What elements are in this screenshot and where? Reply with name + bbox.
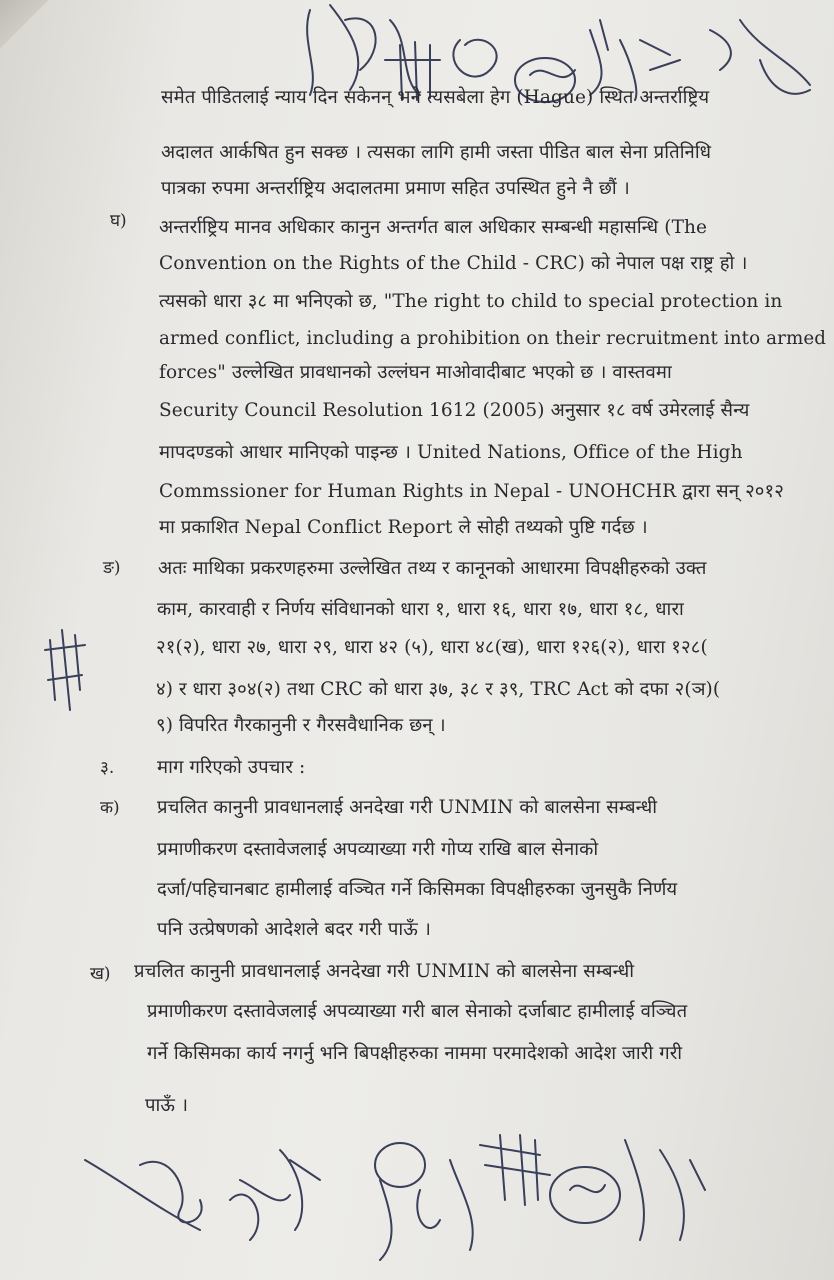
margin-signature <box>40 620 90 715</box>
para-gha-line: Commssioner for Human Rights in Nepal - UNOHCHR द्वारा सन् २०१२ <box>159 481 784 502</box>
para-kha-line: पाऊँ । <box>145 1095 189 1116</box>
para-ka-line: प्रमाणीकरण दस्तावेजलाई अपव्याख्या गरी गोप्य राखि बाल सेनाको <box>157 839 599 860</box>
para-gha-line: त्यसको धारा ३८ मा भनिएको छ, "The right to child to special protection in <box>159 291 783 312</box>
para-nga-line: काम, कारवाही र निर्णय संविधानको धारा १, धारा १६, धारा १७, धारा १८, धारा <box>157 599 684 620</box>
para-gha-marker: घ) <box>110 211 127 231</box>
para-nga-line: ४) र धारा ३०४(२) तथा CRC को धारा ३७, ३८ र ३९, TRC Act को दफा २(ञ)( <box>156 679 721 700</box>
para-gha-line: अन्तर्राष्ट्रिय मानव अधिकार कानुन अन्तर्गत बाल अधिकार सम्बन्धी महासन्धि (The <box>159 217 708 238</box>
para-gha-line: Convention on the Rights of the Child - CRC) को नेपाल पक्ष राष्ट्र हो । <box>159 253 748 274</box>
para-kha-line: प्रचलित कानुनी प्रावधानलाई अनदेखा गरी UNMIN को बालसेना सम्बन्धी <box>134 961 635 982</box>
para-ka-marker: क) <box>100 798 120 818</box>
para-nga-line: २१(२), धारा २७, धारा २९, धारा ४२ (५), धारा ४८(ख), धारा १२६(२), धारा १२८( <box>156 637 708 658</box>
section3-marker: ३. <box>100 758 115 778</box>
para-ka-line: पनि उत्प्रेषणको आदेशले बदर गरी पाऊँ । <box>157 919 431 940</box>
para-gha-line: armed conflict, including a prohibition on their recruitment into armed <box>159 328 827 349</box>
para-kha-line: प्रमाणीकरण दस्तावेजलाई अपव्याख्या गरी बाल सेनाको दर्जाबाट हामीलाई वञ्चित <box>147 1001 688 1022</box>
para-c-line: समेत पीडितलाई न्याय दिन सकेनन् भने त्यसबेला हेग (Hague) स्थित अन्तर्राष्ट्रिय <box>161 87 710 108</box>
para-ka-line: प्रचलित कानुनी प्रावधानलाई अनदेखा गरी UNMIN को बालसेना सम्बन्धी <box>157 797 658 818</box>
para-nga-line: ९) विपरित गैरकानुनी र गैरसवैधानिक छन् । <box>156 715 446 736</box>
bottom-signatures <box>80 1120 720 1270</box>
folded-corner <box>0 0 60 60</box>
para-gha-line: मा प्रकाशित Nepal Conflict Report ले सोही तथ्यको पुष्टि गर्दछ । <box>159 517 648 538</box>
para-nga-line: अतः माथिका प्रकरणहरुमा उल्लेखित तथ्य र कानूनको आधारमा विपक्षीहरुको उक्त <box>158 558 707 579</box>
para-gha-line: Security Council Resolution 1612 (2005) अनुसार १८ वर्ष उमेरलाई सैन्य <box>159 400 750 421</box>
para-c-line: पात्रका रुपमा अन्तर्राष्ट्रिय अदालतमा प्रमाण सहित उपस्थित हुने नै छौं । <box>161 178 630 199</box>
section3-heading: माग गरिएको उपचार : <box>157 757 306 778</box>
para-nga-marker: ङ) <box>103 558 121 578</box>
para-ka-line: दर्जा/पहिचानबाट हामीलाई वञ्चित गर्ने किसिमका विपक्षीहरुका जुनसुकै निर्णय <box>157 879 678 900</box>
para-c-line: अदालत आर्कषित हुन सक्छ । त्यसका लागि हामी जस्ता पीडित बाल सेना प्रतिनिधि <box>161 142 712 163</box>
para-kha-marker: ख) <box>90 964 111 984</box>
para-gha-line: मापदण्डको आधार मानिएको पाइन्छ । United Nations, Office of the High <box>159 442 743 463</box>
para-gha-line: forces" उल्लेखित प्रावधानको उल्लंघन माओवादीबाट भएको छ । वास्तवमा <box>159 362 672 383</box>
para-kha-line: गर्ने किसिमका कार्य नगर्नु भनि बिपक्षीहरुका नाममा परमादेशको आदेश जारी गरी <box>147 1043 683 1064</box>
